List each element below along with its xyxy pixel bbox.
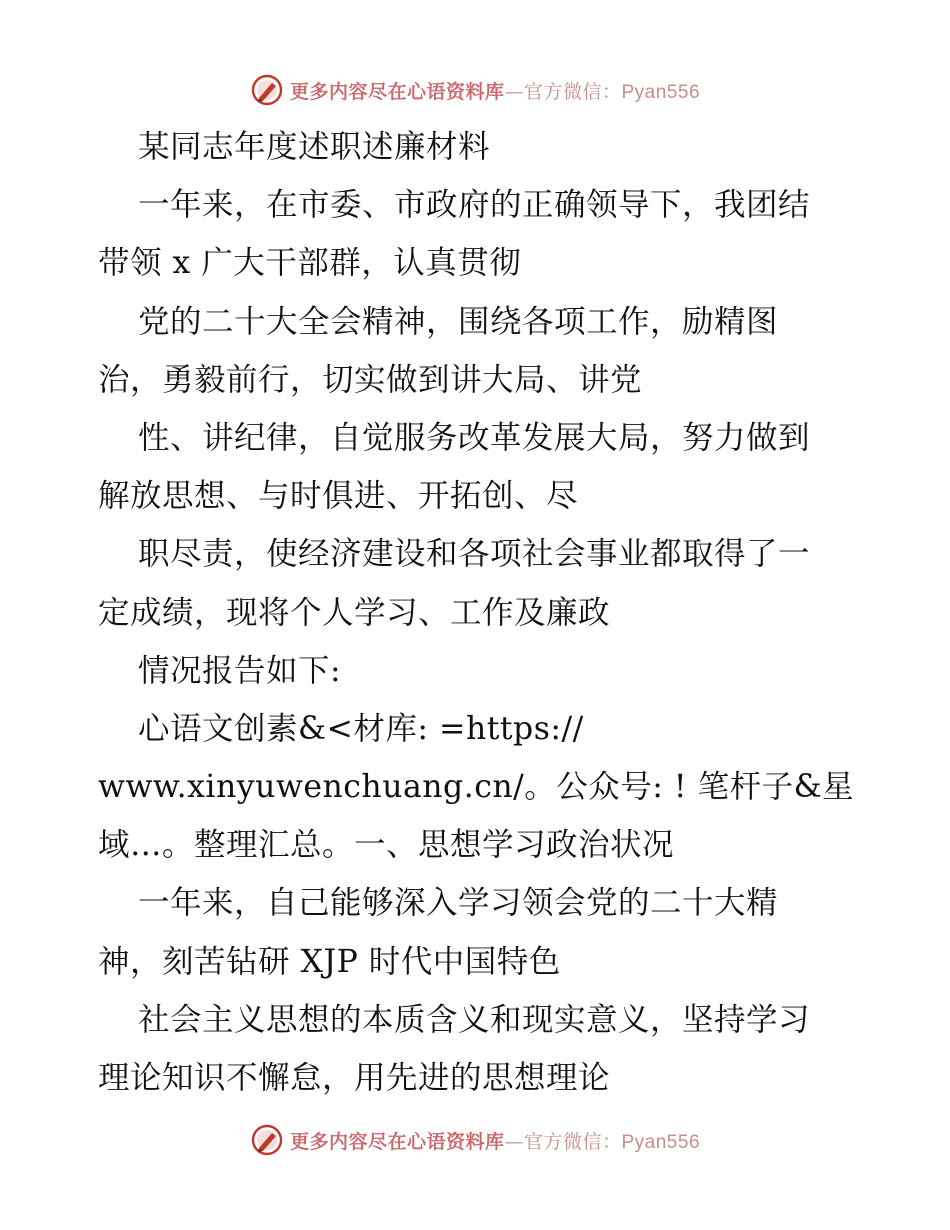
paragraph-line: 解放思想、与时俱进、开拓创、尽 bbox=[98, 478, 579, 515]
header-official-label: 官方微信： bbox=[523, 80, 622, 103]
header-brand-text: 更多内容尽在心语资料库 bbox=[289, 80, 505, 103]
paragraph-line: 情况报告如下: bbox=[138, 652, 342, 689]
paragraph-line: 定成绩，现将个人学习、工作及廉政 bbox=[98, 594, 611, 631]
paragraph-line: 职尽责，使经济建设和各项社会事业都取得了一 bbox=[138, 536, 811, 573]
paragraph-line: 一年来，自己能够深入学习领会党的二十大精 bbox=[138, 885, 779, 922]
paragraph-line: 带领 x 广大干部群，认真贯彻 bbox=[98, 245, 522, 282]
pen-logo-icon bbox=[250, 73, 284, 107]
footer-banner bbox=[0, 1120, 950, 1160]
paragraph-line: 理论知识不懈怠，用先进的思想理论 bbox=[98, 1060, 611, 1096]
paragraph-line: 社会主义思想的本质含义和现实意义，坚持学习 bbox=[138, 1001, 811, 1038]
paragraph-line: 治，勇毅前行，切实做到讲大局、讲党 bbox=[98, 361, 643, 398]
header-banner bbox=[0, 70, 950, 110]
document-body bbox=[98, 118, 858, 1107]
section-heading-line: 域…。整理汇总。一、思想学习政治状况 bbox=[98, 827, 675, 864]
paragraph-line: 一年来，在市委、市政府的正确领导下，我团结 bbox=[138, 187, 811, 224]
paragraph-line: www.xinyuwenchuang.cn/。公众号: ! 笔杆子&星 bbox=[98, 769, 855, 806]
paragraph-line: 性、讲纪律，自觉服务改革发展大局，努力做到 bbox=[138, 419, 811, 456]
header-wechat-id: Pyan556 bbox=[621, 81, 701, 103]
paragraph-line: 党的二十大全会精神，围绕各项工作，励精图 bbox=[138, 303, 779, 340]
footer-wechat-id: Pyan556 bbox=[621, 1131, 701, 1153]
paragraph-line: 神，刻苦钻研 XJP 时代中国特色 bbox=[98, 943, 561, 980]
footer-banner-text bbox=[290, 1127, 700, 1154]
document-title: 某同志年度述职述廉材料 bbox=[138, 129, 491, 165]
footer-official-label: 官方微信： bbox=[523, 1130, 622, 1153]
pen-logo-icon bbox=[250, 1123, 284, 1157]
header-dash: — bbox=[504, 80, 524, 103]
header-banner-text bbox=[290, 77, 700, 104]
paragraph-line: 心语文创素&<材库: =https:// bbox=[138, 710, 584, 747]
footer-dash: — bbox=[504, 1130, 524, 1153]
footer-brand-text: 更多内容尽在心语资料库 bbox=[289, 1130, 505, 1153]
